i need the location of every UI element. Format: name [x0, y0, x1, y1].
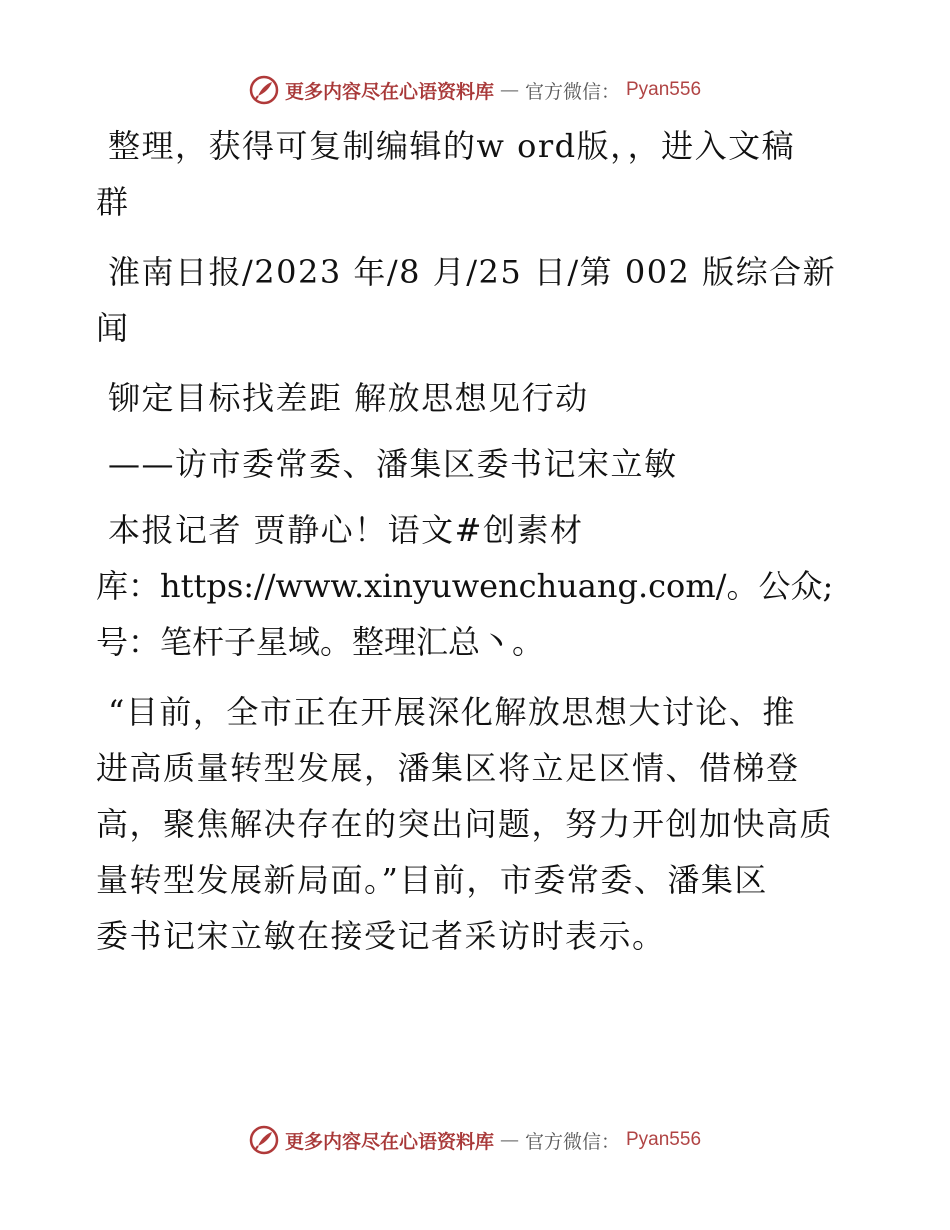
header-banner-dash: —: [499, 79, 519, 101]
byline-line-2: 库：https://www.xinyuwenchuang.com/。公众;: [96, 567, 834, 605]
footer-banner-dash: —: [499, 1129, 519, 1151]
footer-banner: [0, 1120, 950, 1160]
footer-banner-label: 官方微信：: [524, 1130, 620, 1153]
body-line-5: 委书记宋立敏在接受记者采访时表示。: [96, 917, 666, 955]
intro-line-2: 群: [96, 183, 129, 221]
source-line-2: 闻: [96, 309, 129, 347]
footer-banner-account: Pyan556: [626, 1129, 702, 1150]
byline-line-3: 号：笔杆子星域。整理汇总丶。: [96, 623, 545, 661]
body-line-1: “目前，全市正在开展深化解放思想大讨论、推: [108, 693, 796, 731]
quill-logo-icon: [249, 1125, 279, 1155]
byline-line-1: 本报记者 贾静心！语文#创素材: [108, 511, 584, 549]
header-banner-brand: 更多内容尽在心语资料库: [284, 80, 494, 103]
document-body: [96, 118, 854, 964]
body-line-3: 高，聚焦解决存在的突出问题，努力开创加快高质: [96, 805, 834, 843]
header-banner-account: Pyan556: [626, 79, 702, 100]
header-banner: [0, 70, 950, 110]
body-line-2: 进高质量转型发展，潘集区将立足区情、借梯登: [96, 749, 800, 787]
header-banner-content: [249, 75, 701, 105]
header-banner-label: 官方微信：: [524, 80, 620, 103]
article-headline: 铆定目标找差距 解放思想见行动: [108, 379, 589, 417]
intro-line-1: 整理，获得可复制编辑的w ord版，，进入文稿: [108, 127, 796, 165]
footer-banner-brand: 更多内容尽在心语资料库: [284, 1130, 494, 1153]
article-subheadline: ——访市委常委、潘集区委书记宋立敏: [108, 445, 678, 483]
body-line-4: 量转型发展新局面。”目前，市委常委、潘集区: [96, 861, 768, 899]
source-line-1: 淮南日报/2023 年/8 月/25 日/第 002 版综合新: [108, 253, 837, 291]
quill-logo-icon: [249, 75, 279, 105]
footer-banner-content: [249, 1125, 701, 1155]
